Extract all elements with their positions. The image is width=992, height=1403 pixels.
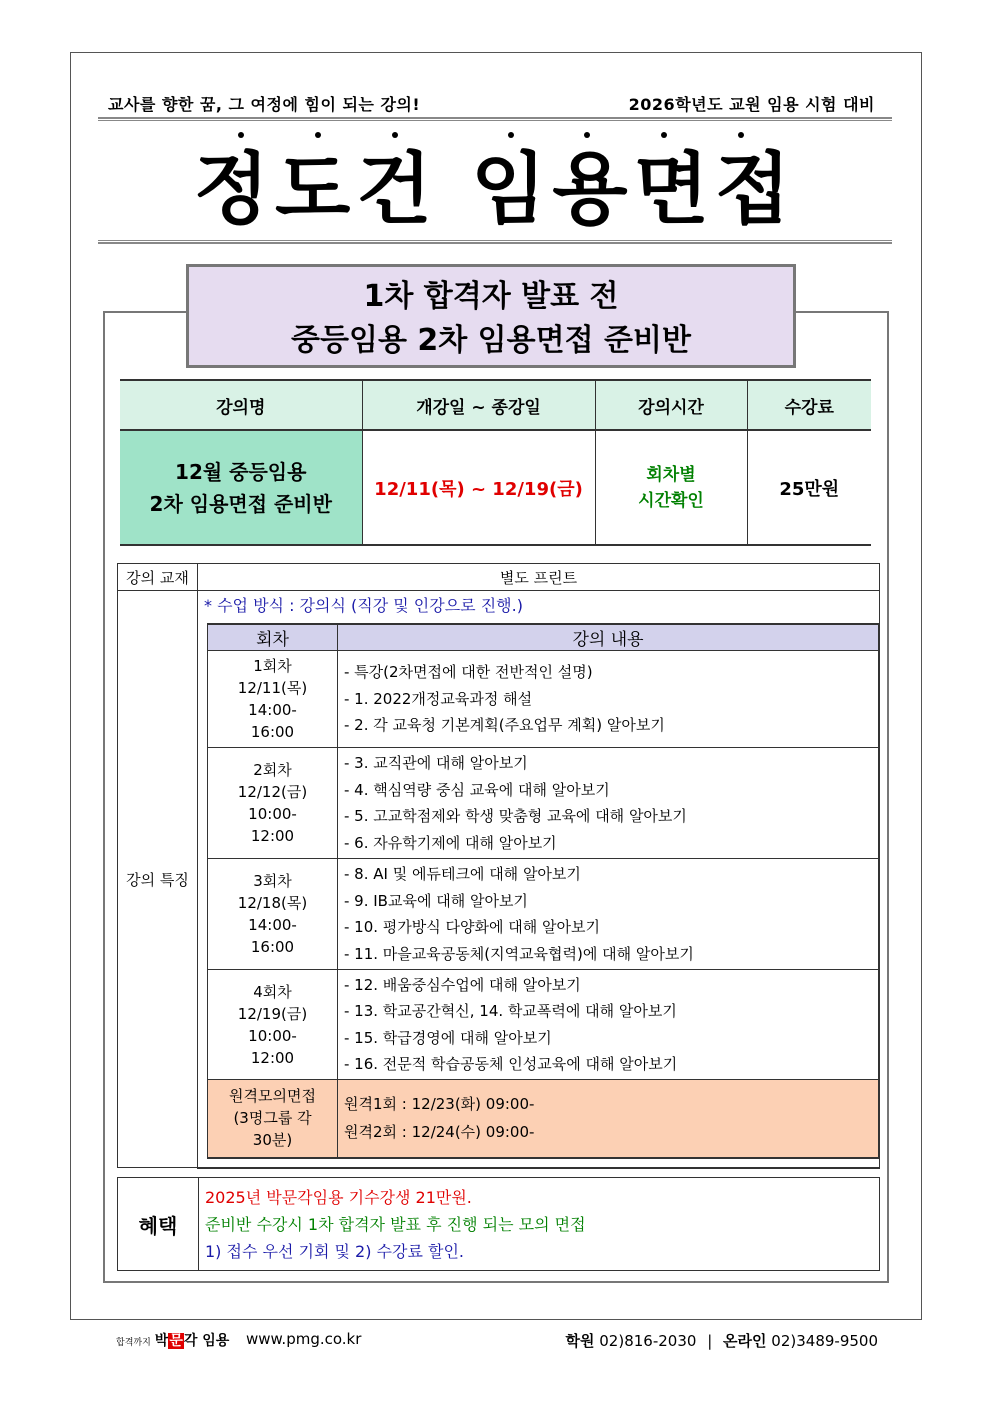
subtitle-box <box>186 264 796 368</box>
remote-title: 원격모의면접 <box>229 1087 316 1106</box>
session-end: 16:00 <box>250 938 295 956</box>
session-table-header <box>208 624 879 651</box>
header-time: 강의시간 <box>595 380 747 430</box>
remote-interview-row <box>208 1080 879 1158</box>
benefit-line-blue: 1) 접수 우선 기회 및 2) 수강료 할인. <box>205 1241 465 1261</box>
emphasis-dot <box>738 132 744 138</box>
session-number: 2회차 <box>253 761 292 779</box>
benefit-table <box>117 1177 880 1271</box>
remote-item: 원격2회 : 12/24(수) 09:00- <box>344 1123 535 1142</box>
online-phone: 02)3489-9500 <box>771 1332 878 1350</box>
session-item: - 1. 2022개정교육과정 해설 <box>344 689 533 708</box>
session-start: 10:00- <box>248 805 297 823</box>
session-item: - 16. 전문적 학습공동체 인성교육에 대해 알아보기 <box>344 1055 678 1073</box>
emphasis-dot <box>584 132 590 138</box>
session-row <box>208 651 879 748</box>
subtitle-line1: 1차 합격자 발표 전 <box>363 279 619 314</box>
course-time-line2: 시간확인 <box>638 490 704 511</box>
online-label: 온라인 <box>723 1332 767 1350</box>
main-title: 정도건 임용면접 <box>193 145 797 235</box>
brand-logo <box>155 1333 230 1349</box>
session-item: - 6. 자유학기제에 대해 알아보기 <box>344 833 557 852</box>
session-item: - 3. 교직관에 대해 알아보기 <box>344 754 528 772</box>
header-session: 회차 <box>208 624 338 651</box>
remote-content <box>338 1080 879 1158</box>
header-rule-top <box>98 117 892 121</box>
session-item: - 2. 각 교육청 기본계획(주요업무 계획) 알아보기 <box>344 716 665 735</box>
session-content <box>338 859 879 970</box>
session-end: 12:00 <box>250 1048 295 1067</box>
session-end: 16:00 <box>250 723 295 741</box>
emphasis-dot <box>661 132 667 138</box>
tagline-left: 교사를 향한 꿈, 그 여정에 힘이 되는 강의! <box>108 95 421 114</box>
session-start: 14:00- <box>248 916 297 934</box>
benefit-line-red: 2025년 박문각임용 기수강생 21만원. <box>205 1187 472 1207</box>
session-item: - 10. 평가방식 다양화에 대해 알아보기 <box>344 918 600 936</box>
textbook-value: 별도 프린트 <box>198 564 880 591</box>
textbook-row <box>118 564 880 591</box>
emphasis-dot <box>508 132 514 138</box>
course-time-line1: 회차별 <box>646 464 696 485</box>
session-end: 12:00 <box>250 827 295 845</box>
footer-separator: | <box>707 1332 713 1350</box>
session-number: 3회차 <box>253 872 292 890</box>
detail-table <box>117 563 880 1169</box>
academy-label: 학원 <box>565 1332 595 1350</box>
session-info <box>208 970 338 1080</box>
session-item: - 13. 학교공간혁신, 14. 학교폭력에 대해 알아보기 <box>344 1002 677 1020</box>
session-item: - 8. AI 및 에듀테크에 대해 알아보기 <box>344 865 581 883</box>
benefit-line-green: 준비반 수강시 1차 합격자 발표 후 진행 되는 모의 면접 <box>205 1214 586 1234</box>
course-table-header <box>120 380 871 430</box>
session-row <box>208 859 879 970</box>
remote-info <box>208 1080 338 1158</box>
benefit-row <box>118 1178 880 1271</box>
session-row <box>208 748 879 859</box>
footer-contact <box>565 1330 878 1351</box>
session-table <box>207 623 879 1159</box>
remote-group: (3명그룹 각 <box>233 1109 312 1128</box>
emphasis-dot <box>315 132 321 138</box>
course-dates: 12/11(목) ~ 12/19(금) <box>362 430 595 545</box>
subtitle-line2: 중등임용 2차 임용면접 준비반 <box>291 323 691 358</box>
session-item: - 5. 고교학점제와 학생 맞춤형 교육에 대해 알아보기 <box>344 807 687 825</box>
features-label: 강의 특징 <box>118 591 198 1168</box>
course-fee: 25만원 <box>747 430 871 545</box>
session-content <box>338 651 879 748</box>
session-date: 12/18(목) <box>237 894 308 912</box>
session-date: 12/19(금) <box>237 1004 308 1023</box>
session-row <box>208 970 879 1080</box>
benefit-content <box>199 1178 880 1271</box>
session-item: - 4. 핵심역량 중심 교육에 대해 알아보기 <box>344 780 610 799</box>
features-content <box>198 591 880 1168</box>
session-number: 1회차 <box>253 657 292 675</box>
session-info <box>208 859 338 970</box>
session-item: - 12. 배움중심수업에 대해 알아보기 <box>344 975 581 994</box>
emphasis-dot <box>392 132 398 138</box>
course-name-cell <box>120 430 362 545</box>
session-number: 4회차 <box>253 982 292 1001</box>
header-rule-bottom <box>98 240 892 244</box>
course-row <box>120 430 871 545</box>
header-content: 강의 내용 <box>338 624 879 651</box>
remote-item: 원격1회 : 12/23(화) 09:00- <box>344 1095 535 1114</box>
remote-duration: 30분) <box>252 1131 293 1150</box>
session-item: - 15. 학급경영에 대해 알아보기 <box>344 1028 552 1047</box>
course-table <box>120 379 871 546</box>
brand-logo-mun: 문 <box>169 1333 183 1349</box>
session-content <box>338 970 879 1080</box>
academy-phone: 02)816-2030 <box>599 1332 697 1350</box>
benefit-label: 혜택 <box>118 1178 199 1271</box>
footer-url[interactable]: www.pmg.co.kr <box>246 1330 362 1348</box>
session-start: 10:00- <box>248 1026 297 1045</box>
header-fee: 수강료 <box>747 380 871 430</box>
emphasis-dot <box>238 132 244 138</box>
header-dates: 개강일 ~ 종강일 <box>362 380 595 430</box>
course-name-line1: 12월 중등임용 <box>175 459 307 484</box>
session-date: 12/11(목) <box>237 679 308 697</box>
brand-logo-post: 각 임용 <box>183 1333 230 1349</box>
features-row <box>118 591 880 1168</box>
session-item: - 11. 마을교육공동체(지역교육협력)에 대해 알아보기 <box>344 944 694 963</box>
session-item: - 특강(2차면접에 대한 전반적인 설명) <box>344 663 593 682</box>
header-course-name: 강의명 <box>120 380 362 430</box>
session-content <box>338 748 879 859</box>
tagline-right: 2026학년도 교원 임용 시험 대비 <box>628 95 875 114</box>
footer-brand-logo <box>116 1330 229 1350</box>
session-date: 12/12(금) <box>237 783 308 801</box>
course-time-cell <box>595 430 747 545</box>
method-line: * 수업 방식 : 강의식 (직강 및 인강으로 진행.) <box>204 596 523 615</box>
brand-logo-pre: 박 <box>154 1333 169 1349</box>
session-item: - 9. IB교육에 대해 알아보기 <box>344 891 528 910</box>
session-info <box>208 748 338 859</box>
session-info <box>208 651 338 748</box>
session-start: 14:00- <box>248 701 297 719</box>
textbook-label: 강의 교재 <box>118 564 198 591</box>
brand-small-text: 합격까지 <box>116 1338 151 1348</box>
course-name-line2: 2차 임용면접 준비반 <box>149 491 332 516</box>
